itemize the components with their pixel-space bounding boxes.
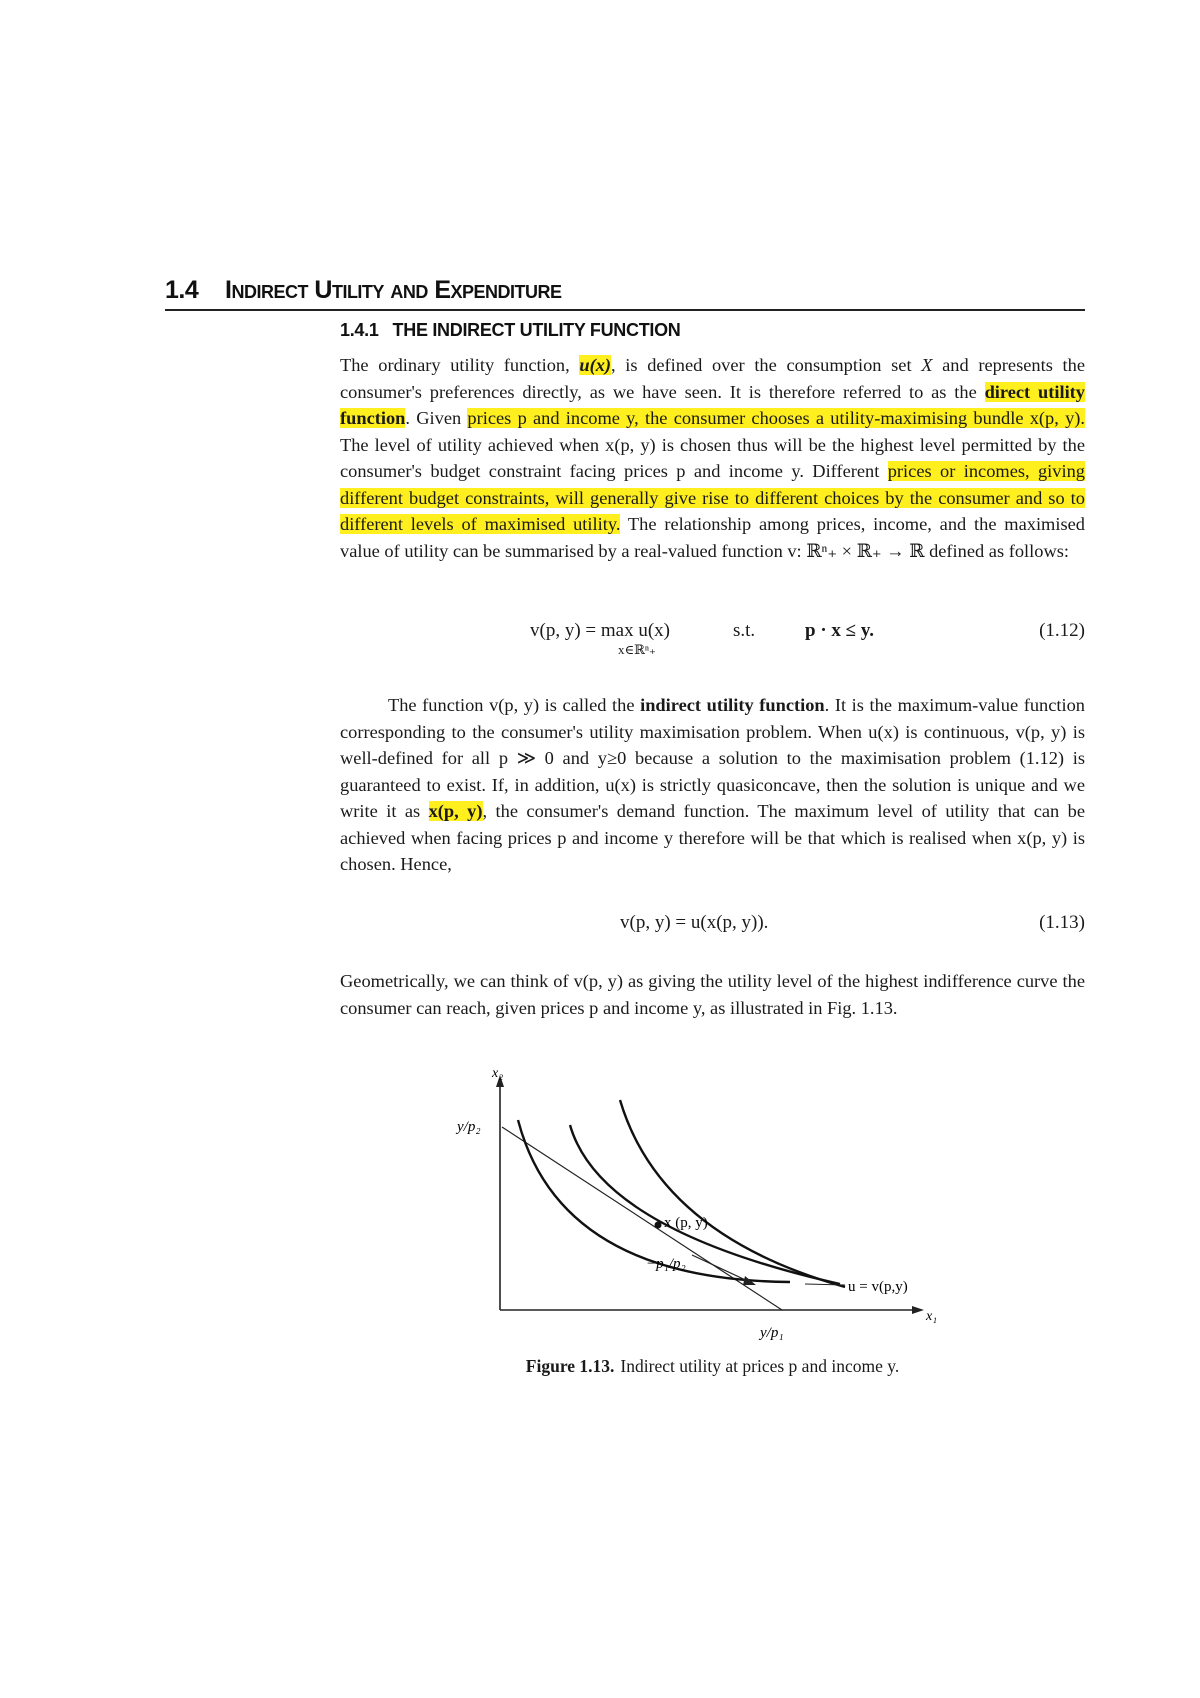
highlight-different-choices: prices or incomes, giving different budget constraints, will generally give rise to different choices by the consumer and so to different levels of maximised utility. <box>340 461 1085 534</box>
equation-1-13 <box>340 912 1085 952</box>
budget-line <box>502 1127 782 1310</box>
highlight-direct-utility: direct utility function <box>340 381 1085 428</box>
paragraph-geometric: Geometrically, we can think of v(p, y) as giving the utility level of the highest indifference curve the consumer can reach, given prices p and income y, as illustrated in Fig. 1.13. <box>340 971 1085 1018</box>
figure-caption <box>340 1356 1085 1377</box>
equation-st: s.t. <box>733 620 756 641</box>
section-title: Indirect Utility and Expenditure <box>225 276 562 304</box>
highlight-prices-income: prices p and income y, the consumer chooses a utility-maximising bundle x(p, y). <box>467 408 1085 428</box>
equation-body: v(p, y) = u(x(p, y)). <box>620 912 769 933</box>
section-heading <box>165 276 1085 305</box>
equation-number: (1.13) <box>1039 912 1085 933</box>
equation-number: (1.12) <box>1039 620 1085 641</box>
x-intercept-label: y/p₁ <box>760 1325 784 1341</box>
highlight-ux: u(x) <box>579 355 612 375</box>
point-label: x (p, y) <box>664 1215 708 1231</box>
x-axis-label: x₁ <box>926 1309 938 1324</box>
equation-subscript: x∈ℝⁿ₊ <box>618 642 656 657</box>
paragraph-indirect-utility: The function v(p, y) is called the indirect utility function. It is the maximum-value function corresponding to the consumer's utility maximisation problem. When u(x) is continuous, v(p, y) is well-defined for all p ≫ 0 and y≥0 because a solution to the maximisation problem (1.12) is guaranteed to exist. If, in addition, u(x) is strictly quasiconcave, then the solution is unique and we write it as x(p, y), the consumer's demand function. The maximum level of utility that can be achieved when facing prices p and income y therefore will be that which is realised when x(p, y) is chosen. Hence, <box>340 695 1085 874</box>
term-indirect-utility: indirect utility function <box>640 695 825 715</box>
section-rule <box>165 309 1085 311</box>
highlight-demand: x(p, y) <box>428 801 483 821</box>
indirect-utility-figure <box>457 1065 980 1345</box>
subsection-title: THE INDIRECT UTILITY FUNCTION <box>392 320 681 340</box>
caption-number: Figure 1.13. <box>525 1356 615 1376</box>
slope-arrow-line <box>692 1255 752 1283</box>
y-intercept-label: y/p₂ <box>457 1119 481 1135</box>
equation-1-12 <box>340 620 1085 660</box>
subsection-heading <box>340 320 681 341</box>
caption-text: Indirect utility at prices p and income y. <box>620 1356 900 1376</box>
paragraph-direct-utility: The ordinary utility function, u(x), is defined over the consumption set X and represents the consumer's preferences directly, as we have seen. It is therefore referred to as the direct utility function. Given prices p and income y, the consumer chooses a utility-maximising bundle x(p, y). The level of utility achieved when x(p, y) is chosen thus will be the highest level permitted by the consumer's budget constraint facing prices p and income y. Different prices or incomes, giving different budget constraints, will generally give rise to different choices by the consumer and so to different levels of maximised utility. The relationship among prices, income, and the maximised value of utility can be summarised by a real-valued function v: ℝⁿ₊ × ℝ₊ → ℝ defined as follows: <box>340 355 1085 561</box>
optimal-point <box>655 1222 662 1229</box>
equation-lhs: v(p, y) = max u(x) <box>530 620 670 641</box>
slope-label: −p₁/p₂ <box>646 1256 686 1272</box>
section-number: 1.4 <box>165 276 199 304</box>
x-axis-arrow <box>912 1306 924 1314</box>
y-axis-label: x₂ <box>492 1066 504 1081</box>
equation-constraint: p · x ≤ y. <box>805 620 875 641</box>
subsection-number: 1.4.1 <box>340 320 379 340</box>
curve-label: u = v(p,y) <box>848 1279 908 1295</box>
